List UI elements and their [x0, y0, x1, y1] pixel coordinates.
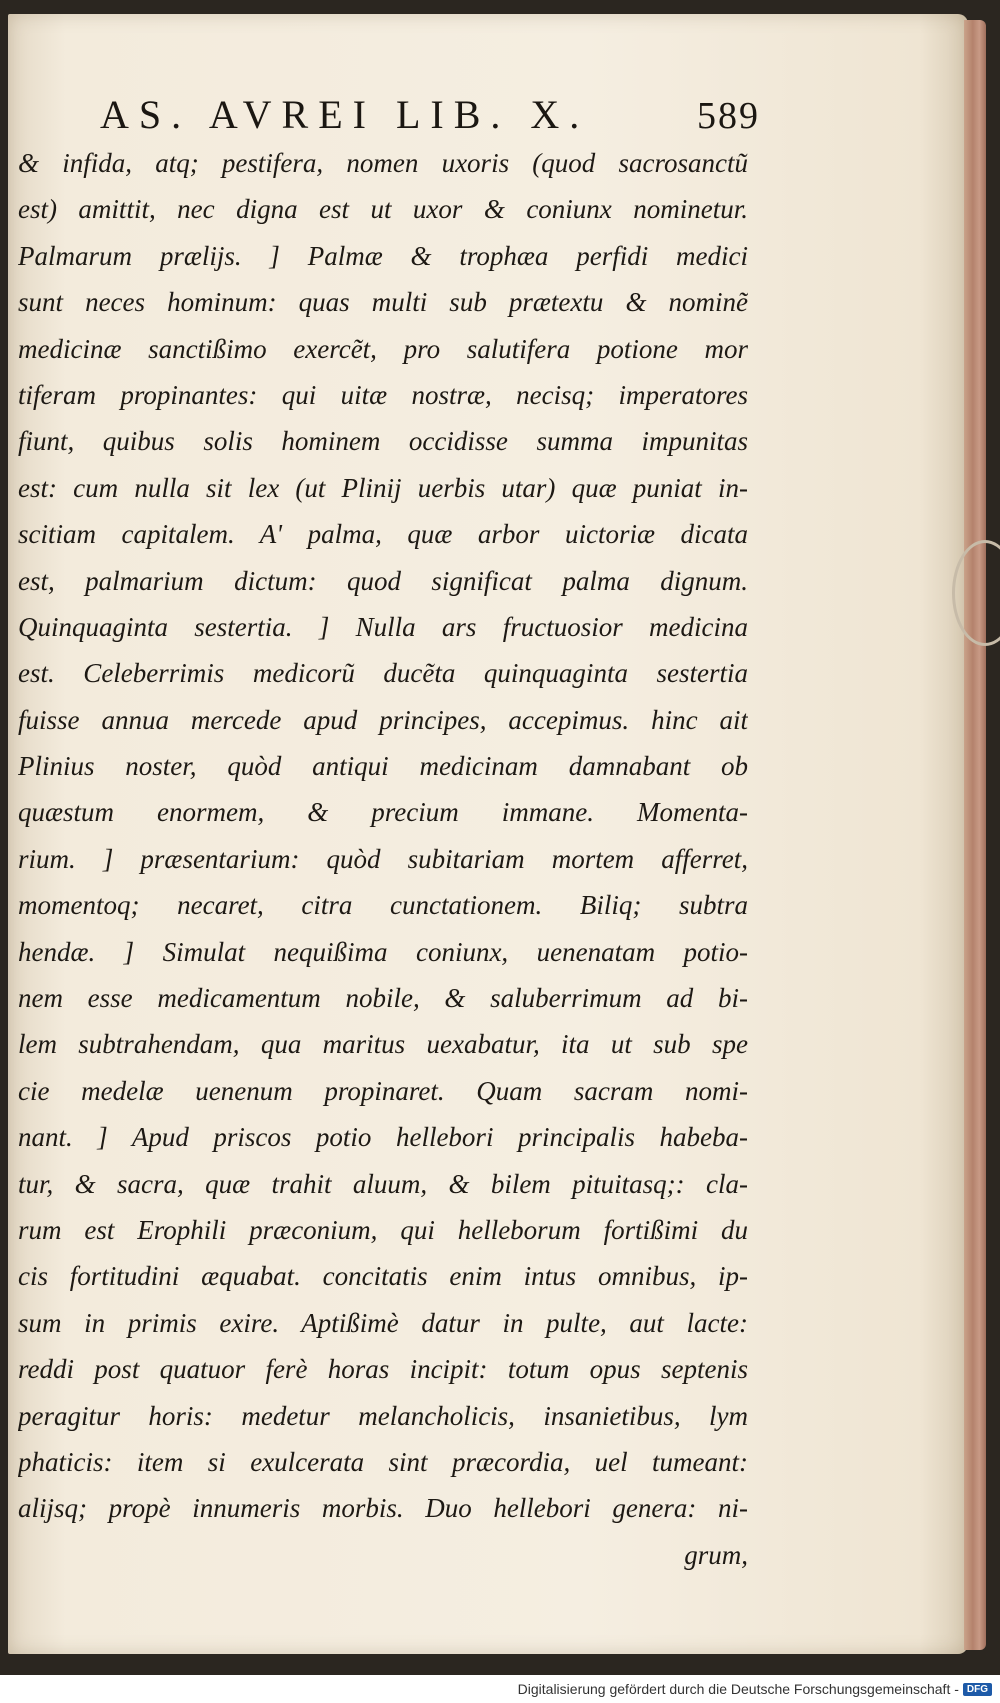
text-line: nant. ] Apud priscos potio hellebori principalis habeba- — [18, 1122, 748, 1153]
text-line: Quinquaginta sestertia. ] Nulla ars fructuosior medicina — [18, 611, 748, 642]
text-line: rum est Erophili præconium, qui helleborum fortißimi du — [18, 1214, 748, 1245]
text-line: sum in primis exire. Aptißimè datur in pulte, aut lacte: — [18, 1307, 748, 1338]
text-line: tur, & sacra, quæ trahit aluum, & bilem pituitasq;: cla- — [18, 1168, 748, 1199]
text-line: fiunt, quibus solis hominem occidisse summa impunitas — [18, 426, 748, 457]
text-line: sunt neces hominum: quas multi sub prætextu & nominẽ — [18, 287, 748, 318]
body-text — [18, 140, 748, 1578]
text-line: lem subtrahendam, qua maritus uexabatur, ita ut sub spe — [18, 1029, 748, 1060]
text-line: medicinæ sanctißimo exercẽt, pro salutifera potione mor — [18, 333, 748, 364]
text-line: cis fortitudini æquabat. concitatis enim intus omnibus, ip- — [18, 1261, 748, 1292]
text-line: est) amittit, nec digna est ut uxor & coniunx nominetur. — [18, 194, 748, 225]
text-line: tiferam propinantes: qui uitæ nostræ, necisq; imperatores — [18, 379, 748, 410]
catchword: grum, — [684, 1539, 748, 1570]
text-line: fuisse annua mercede apud principes, accepimus. hinc ait — [18, 704, 748, 735]
text-line: alijsq; propè innumeris morbis. Duo hellebori genera: ni- — [18, 1493, 748, 1524]
text-line: momentoq; necaret, citra cunctationem. Biliq; subtra — [18, 890, 748, 921]
text-line: Palmarum prælijs. ] Palmæ & trophæa perfidi medici — [18, 240, 748, 271]
text-line: phaticis: item si exulcerata sint præcordia, uel tumeant: — [18, 1446, 748, 1477]
text-line: scitiam capitalem. A' palma, quæ arbor uictoriæ dicata — [18, 519, 748, 550]
text-line: cie medelæ uenenum propinaret. Quam sacram nomi- — [18, 1075, 748, 1106]
text-line: & infida, atq; pestifera, nomen uxoris (quod sacrosanctũ — [18, 148, 748, 178]
text-line: peragitur horis: medetur melancholicis, insanietibus, lym — [18, 1400, 748, 1431]
text-line: est, palmarium dictum: quod significat palma dignum. — [18, 565, 748, 596]
text-line: est: cum nulla sit lex (ut Plinij uerbis utar) quæ puniat in- — [18, 472, 748, 503]
dfg-logo: DFG — [963, 1683, 992, 1696]
text-line: nem esse medicamentum nobile, & saluberrimum ad bi- — [18, 983, 748, 1014]
page-edge — [964, 20, 986, 1650]
text-line: quæstum enormem, & precium immane. Momenta- — [18, 797, 748, 828]
text-line: est. Celeberrimis medicorũ ducẽta quinquaginta sestertia — [18, 658, 748, 689]
text-line: reddi post quatuor ferè horas incipit: totum opus septenis — [18, 1354, 748, 1385]
page-header — [100, 88, 760, 138]
running-title: AS. AVREI LIB. X. — [100, 92, 590, 137]
text-line: Plinius noster, quòd antiqui medicinam damnabant ob — [18, 751, 748, 782]
digitization-footer — [0, 1675, 1000, 1703]
funding-credit: Digitalisierung gefördert durch die Deutsche Forschungsgemeinschaft - — [517, 1681, 959, 1697]
text-line: hendæ. ] Simulat nequißima coniunx, uenenatam potio- — [18, 936, 748, 967]
text-line: rium. ] præsentarium: quòd subitariam mortem afferret, — [18, 843, 748, 874]
page-number: 589 — [697, 95, 760, 137]
